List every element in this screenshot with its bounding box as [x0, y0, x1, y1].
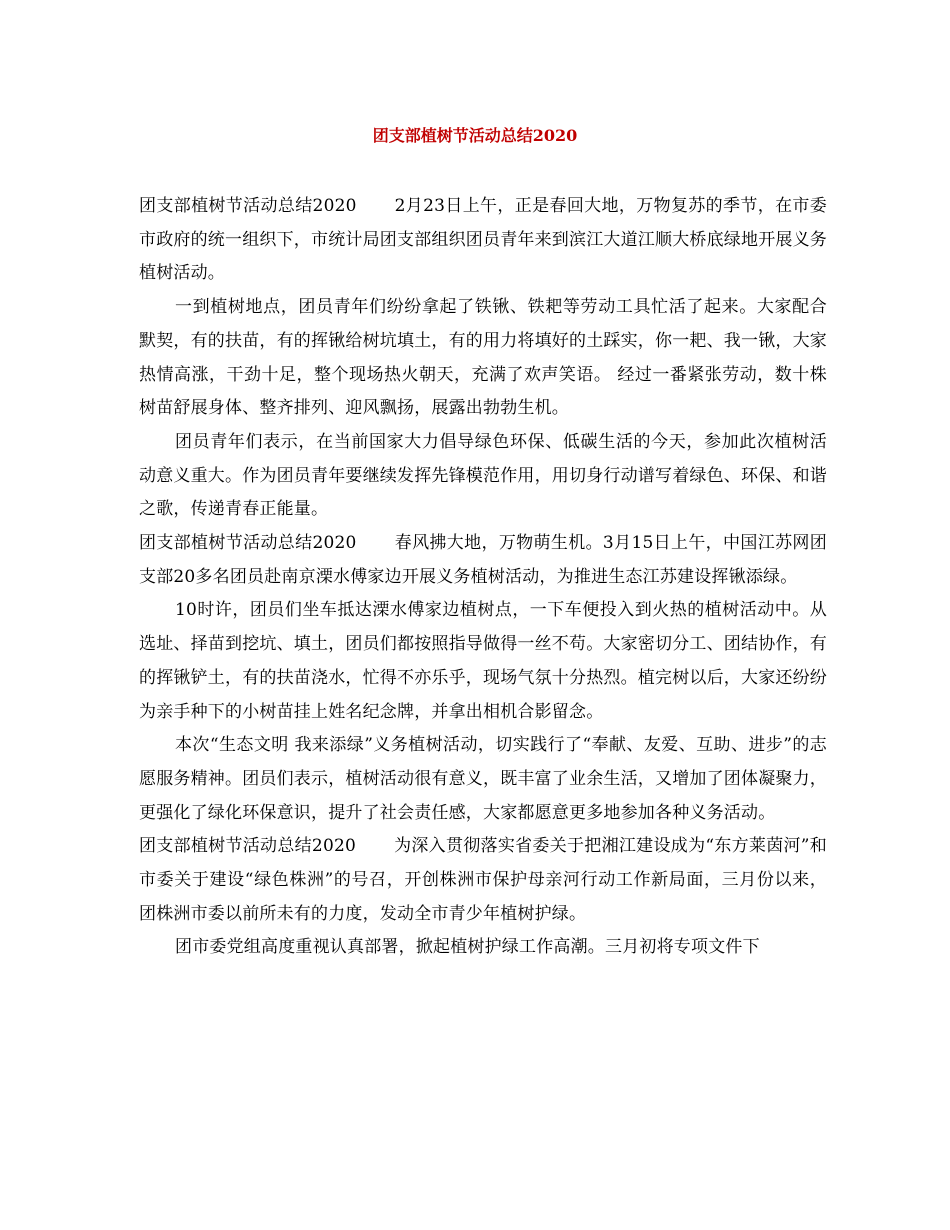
document-body: [139, 190, 827, 965]
section-heading: 团支部植树节活动总结2020: [139, 196, 357, 216]
body-paragraph: 本次“生态文明 我来添绿”义务植树活动，切实践行了“奉献、友爱、互助、进步”的志愿服务精神。团员们表示，植树活动很有意义，既丰富了业余生活，又增加了团体凝聚力，更强化了绿化环保意识，提升了社会责任感，大家都愿意更多地参加各种义务活动。: [139, 735, 827, 823]
document-title: 团支部植树节活动总结2020: [372, 126, 578, 145]
section-heading: 团支部植树节活动总结2020: [139, 533, 357, 554]
section-lead-text: 2月23日上午，正是春回大地，万物复苏的季节，在市委市政府的统一组织下，市统计局团支部组织团员青年来到滨江大道江顺大桥底绿地开展义务植树活动。: [139, 196, 827, 284]
body-paragraph: 团市委党组高度重视认真部署，掀起植树护绿工作高潮。三月初将专项文件下: [175, 937, 760, 958]
section-lead-text: 春风拂大地，万物萌生机。3月15日上午，中国江苏网团支部20多名团员赴南京溧水傅家边开展义务植树活动，为推进生态江苏建设挥锹添绿。: [139, 533, 827, 587]
body-paragraph: 10时许，团员们坐车抵达溧水傅家边植树点，一下车便投入到火热的植树活动中。从选址、择苗到挖坑、填土，团员们都按照指导做得一丝不苟。大家密切分工、团结协作，有的挥锹铲土，有的扶苗浇水，忙得不亦乐乎，现场气氛十分热烈。植完树以后，大家还纷纷为亲手种下的小树苗挂上姓名纪念牌，并拿出相机合影留念。: [139, 600, 827, 722]
section-heading: 团支部植树节活动总结2020: [139, 836, 356, 857]
section-lead-paragraph: [139, 190, 827, 291]
section-lead-paragraph: [139, 830, 827, 931]
body-paragraph: 一到植树地点，团员青年们纷纷拿起了铁锹、铁耙等劳动工具忙活了起来。大家配合默契，有的扶苗，有的挥锹给树坑填土，有的用力将填好的土踩实，你一耙、我一锹，大家热情高涨，干劲十足，整个现场热火朝天，充满了欢声笑语。 经过一番紧张劳动，数十株树苗舒展身体、整齐排列、迎风飘扬，展露出勃勃生机。: [139, 297, 827, 419]
section-lead-paragraph: [139, 527, 827, 594]
section-lead-text: 为深入贯彻落实省委关于把湘江建设成为“东方莱茵河”和市委关于建设“绿色株洲”的号召，开创株洲市保护母亲河行动工作新局面，三月份以来，团株洲市委以前所未有的力度，发动全市青少年植树护绿。: [139, 836, 827, 924]
body-paragraph: 团员青年们表示，在当前国家大力倡导绿色环保、低碳生活的今天，参加此次植树活动意义重大。作为团员青年要继续发挥先锋模范作用，用切身行动谱写着绿色、环保、和谐之歌，传递青春正能量。: [139, 431, 827, 520]
